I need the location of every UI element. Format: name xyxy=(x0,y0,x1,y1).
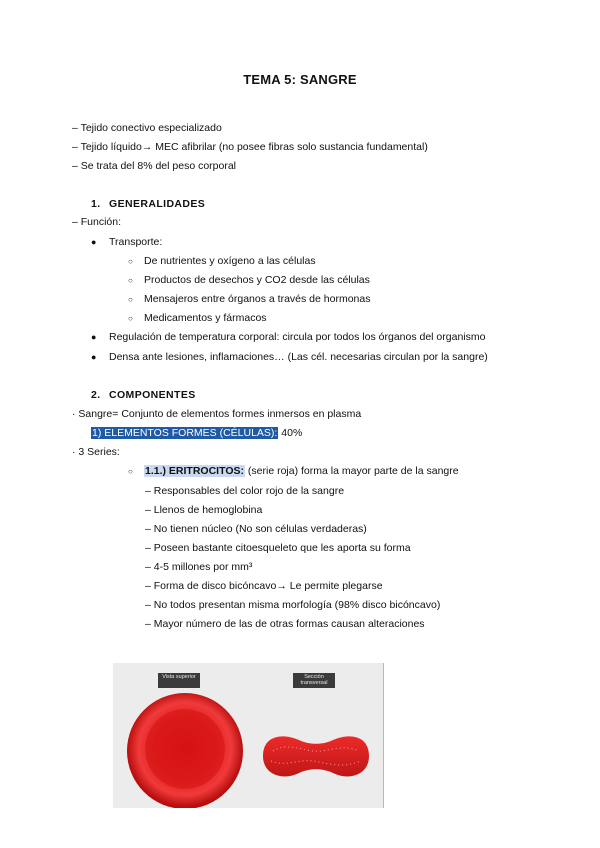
eritrocitos-desc: (serie roja) forma la mayor parte de la sangre xyxy=(247,465,459,477)
label-top-view: Vista superior xyxy=(158,673,200,688)
eritrocito-item: – Responsables del color rojo de la sangre xyxy=(145,485,345,497)
bullet-dot-icon: ● xyxy=(91,237,97,247)
elementos-percent: 40% xyxy=(281,427,303,439)
cell-cross-section xyxy=(263,736,369,776)
eritrocito-item: – No tienen núcleo (No son células verdaderas) xyxy=(145,523,367,535)
erythrocyte-illustration xyxy=(113,663,383,808)
bullet-dot-icon: ● xyxy=(91,332,97,342)
sub-bullet-text: Productos de desechos y CO2 desde las células xyxy=(144,274,370,286)
section-title: GENERALIDADES xyxy=(109,198,206,210)
funcion-label: – Función: xyxy=(72,216,122,228)
eritrocito-item: – Mayor número de las de otras formas causan alteraciones xyxy=(145,618,425,630)
eritrocitos-label: 1.1.) ERITROCITOS: xyxy=(145,465,244,477)
section-title: COMPONENTES xyxy=(109,389,196,401)
eritrocitos-line xyxy=(128,464,459,479)
intro-line-3: – Se trata del 8% del peso corporal xyxy=(72,160,237,172)
highlighted-text: 1) ELEMENTOS FORMES (CÉLULAS): xyxy=(92,427,278,439)
eritrocito-item: – 4-5 millones por mm³ xyxy=(145,561,253,573)
eritrocito-item: – Llenos de hemoglobina xyxy=(145,504,263,516)
hollow-circle-icon: ○ xyxy=(128,276,133,285)
bullet-densa xyxy=(91,350,488,364)
page-title: TEMA 5: SANGRE xyxy=(243,72,357,87)
section-number: 1. xyxy=(91,198,101,210)
eritrocito-item: – No todos presentan misma morfología (98% disco bicóncavo) xyxy=(145,599,441,611)
sub-bullet-text: Mensajeros entre órganos a través de hormonas xyxy=(144,293,371,305)
hollow-circle-icon: ○ xyxy=(128,257,133,266)
hollow-circle-icon: ○ xyxy=(128,295,133,304)
erythrocyte-figure xyxy=(113,663,384,808)
label-cross-section: Sección transversal xyxy=(293,673,335,688)
sub-bullet xyxy=(128,254,316,269)
bullet-text: Transporte: xyxy=(109,236,163,248)
bullet-text: Densa ante lesiones, inflamaciones… (Las cél. necesarias circulan por la sangre) xyxy=(109,351,488,363)
eritrocito-item: – Forma de disco bicóncavo→ Le permite plegarse xyxy=(145,580,383,592)
bullet-text: Regulación de temperatura corporal: circula por todos los órganos del organismo xyxy=(109,331,486,343)
sangre-line: · Sangre= Conjunto de elementos formes inmersos en plasma xyxy=(72,408,362,420)
series-line: · 3 Series: xyxy=(72,446,120,458)
sub-bullet xyxy=(128,273,370,288)
eritrocito-item: – Poseen bastante citoesqueleto que les aporta su forma xyxy=(145,542,411,554)
section-heading-generalidades xyxy=(91,197,205,211)
bullet-transporte xyxy=(91,235,162,249)
elementos-formes-line xyxy=(91,426,302,440)
sub-bullet-text: Medicamentos y fármacos xyxy=(144,312,267,324)
hollow-circle-icon: ○ xyxy=(128,467,133,476)
section-number: 2. xyxy=(91,389,101,401)
sub-bullet xyxy=(128,292,370,307)
intro-line-1: – Tejido conectivo especializado xyxy=(72,122,222,134)
bullet-regulacion xyxy=(91,330,485,344)
sub-bullet xyxy=(128,311,267,326)
sub-bullet-text: De nutrientes y oxígeno a las células xyxy=(144,255,316,267)
intro-line-2: – Tejido líquido→ MEC afibrilar (no posee fibras solo sustancia fundamental) xyxy=(72,141,428,153)
section-heading-componentes xyxy=(91,388,196,402)
cell-top-view xyxy=(127,693,243,808)
hollow-circle-icon: ○ xyxy=(128,314,133,323)
bullet-dot-icon: ● xyxy=(91,352,97,362)
